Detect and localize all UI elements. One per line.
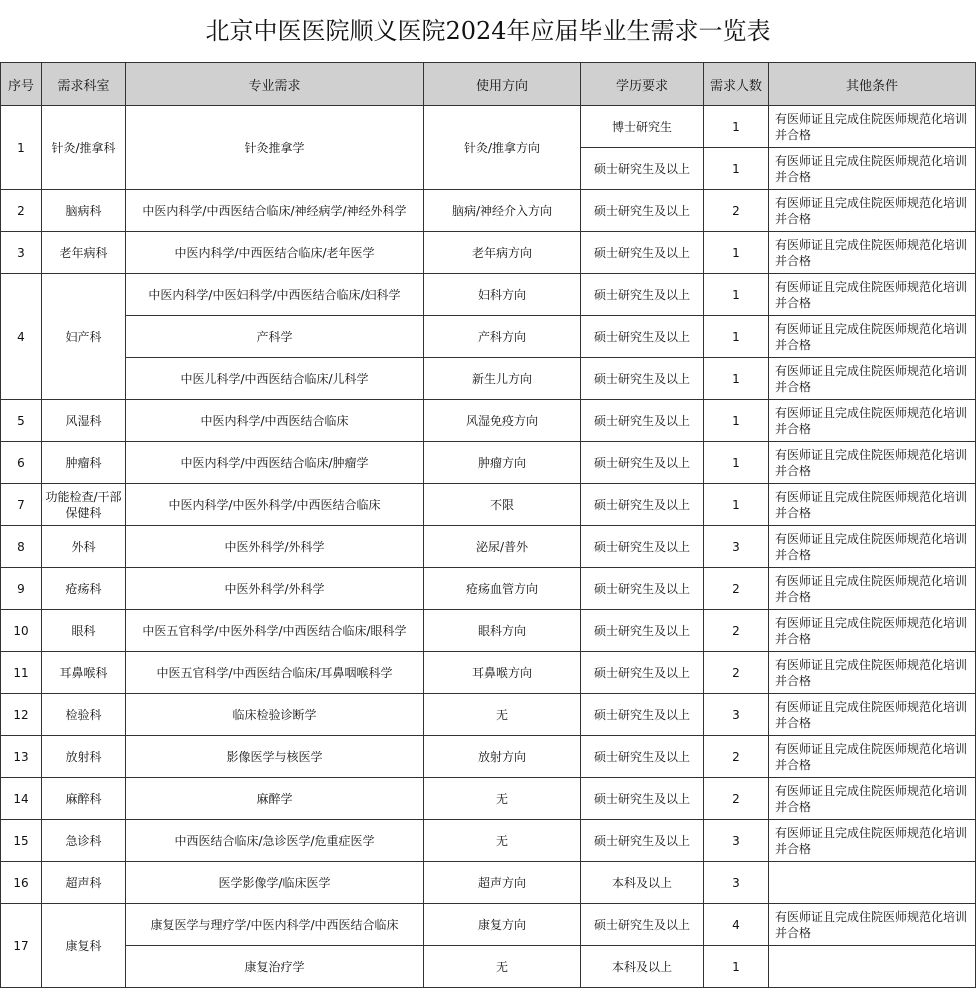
cell-major: 中医外科学/外科学 — [126, 568, 424, 610]
cell-index: 7 — [1, 484, 42, 526]
table-row — [1, 484, 976, 526]
table-row — [1, 316, 976, 358]
cell-education: 硕士研究生及以上 — [581, 568, 704, 610]
header-index: 序号 — [1, 63, 42, 106]
cell-headcount: 2 — [704, 190, 769, 232]
cell-direction: 新生儿方向 — [424, 358, 581, 400]
table-row — [1, 106, 976, 148]
cell-other: 有医师证且完成住院医师规范化培训并合格 — [769, 148, 976, 190]
header-department: 需求科室 — [42, 63, 126, 106]
cell-department: 风湿科 — [42, 400, 126, 442]
cell-direction: 泌尿/普外 — [424, 526, 581, 568]
cell-department: 功能检查/干部保健科 — [42, 484, 126, 526]
cell-education: 硕士研究生及以上 — [581, 694, 704, 736]
cell-headcount: 1 — [704, 358, 769, 400]
cell-direction: 无 — [424, 694, 581, 736]
cell-direction: 风湿免疫方向 — [424, 400, 581, 442]
table-row — [1, 190, 976, 232]
table-row — [1, 820, 976, 862]
cell-direction: 无 — [424, 820, 581, 862]
cell-headcount: 1 — [704, 442, 769, 484]
header-major: 专业需求 — [126, 63, 424, 106]
table-row — [1, 358, 976, 400]
cell-other: 有医师证且完成住院医师规范化培训并合格 — [769, 652, 976, 694]
cell-other: 有医师证且完成住院医师规范化培训并合格 — [769, 400, 976, 442]
cell-education: 硕士研究生及以上 — [581, 190, 704, 232]
cell-education: 本科及以上 — [581, 946, 704, 988]
cell-major: 临床检验诊断学 — [126, 694, 424, 736]
table-row — [1, 274, 976, 316]
cell-index: 13 — [1, 736, 42, 778]
header-other: 其他条件 — [769, 63, 976, 106]
cell-direction: 超声方向 — [424, 862, 581, 904]
cell-education: 硕士研究生及以上 — [581, 400, 704, 442]
cell-index: 17 — [1, 904, 42, 988]
table-row — [1, 652, 976, 694]
cell-direction: 耳鼻喉方向 — [424, 652, 581, 694]
cell-major: 医学影像学/临床医学 — [126, 862, 424, 904]
cell-headcount: 1 — [704, 316, 769, 358]
cell-headcount: 2 — [704, 610, 769, 652]
cell-other: 有医师证且完成住院医师规范化培训并合格 — [769, 190, 976, 232]
cell-headcount: 3 — [704, 694, 769, 736]
cell-other: 有医师证且完成住院医师规范化培训并合格 — [769, 484, 976, 526]
header-headcount: 需求人数 — [704, 63, 769, 106]
table-row — [1, 778, 976, 820]
cell-headcount: 2 — [704, 736, 769, 778]
cell-direction: 妇科方向 — [424, 274, 581, 316]
document-title: 北京中医医院顺义医院2024年应届毕业生需求一览表 — [205, 17, 771, 45]
cell-direction: 疮疡血管方向 — [424, 568, 581, 610]
cell-direction: 眼科方向 — [424, 610, 581, 652]
table-row — [1, 946, 976, 988]
cell-other: 有医师证且完成住院医师规范化培训并合格 — [769, 442, 976, 484]
cell-headcount: 3 — [704, 526, 769, 568]
cell-other: 有医师证且完成住院医师规范化培训并合格 — [769, 736, 976, 778]
cell-department: 肿瘤科 — [42, 442, 126, 484]
cell-index: 2 — [1, 190, 42, 232]
cell-education: 硕士研究生及以上 — [581, 484, 704, 526]
cell-headcount: 3 — [704, 820, 769, 862]
cell-major: 中医内科学/中西医结合临床 — [126, 400, 424, 442]
cell-education: 硕士研究生及以上 — [581, 274, 704, 316]
cell-education: 硕士研究生及以上 — [581, 148, 704, 190]
cell-major: 康复医学与理疗学/中医内科学/中西医结合临床 — [126, 904, 424, 946]
cell-department: 外科 — [42, 526, 126, 568]
cell-headcount: 1 — [704, 946, 769, 988]
header-direction: 使用方向 — [424, 63, 581, 106]
cell-index: 9 — [1, 568, 42, 610]
cell-other — [769, 862, 976, 904]
table-row — [1, 904, 976, 946]
cell-direction: 老年病方向 — [424, 232, 581, 274]
cell-direction: 针灸/推拿方向 — [424, 106, 581, 190]
cell-department: 妇产科 — [42, 274, 126, 400]
table-row — [1, 400, 976, 442]
cell-direction: 无 — [424, 946, 581, 988]
cell-index: 12 — [1, 694, 42, 736]
cell-other: 有医师证且完成住院医师规范化培训并合格 — [769, 820, 976, 862]
table-row — [1, 610, 976, 652]
cell-headcount: 1 — [704, 400, 769, 442]
cell-major: 中医儿科学/中西医结合临床/儿科学 — [126, 358, 424, 400]
cell-headcount: 1 — [704, 484, 769, 526]
cell-education: 硕士研究生及以上 — [581, 736, 704, 778]
cell-education: 硕士研究生及以上 — [581, 652, 704, 694]
cell-headcount: 2 — [704, 778, 769, 820]
cell-education: 硕士研究生及以上 — [581, 778, 704, 820]
cell-direction: 脑病/神经介入方向 — [424, 190, 581, 232]
cell-index: 6 — [1, 442, 42, 484]
cell-index: 8 — [1, 526, 42, 568]
table-row — [1, 862, 976, 904]
cell-education: 硕士研究生及以上 — [581, 358, 704, 400]
cell-other: 有医师证且完成住院医师规范化培训并合格 — [769, 316, 976, 358]
cell-headcount: 4 — [704, 904, 769, 946]
cell-index: 15 — [1, 820, 42, 862]
cell-department: 老年病科 — [42, 232, 126, 274]
cell-headcount: 1 — [704, 274, 769, 316]
cell-other: 有医师证且完成住院医师规范化培训并合格 — [769, 568, 976, 610]
cell-headcount: 1 — [704, 106, 769, 148]
cell-other: 有医师证且完成住院医师规范化培训并合格 — [769, 694, 976, 736]
cell-department: 急诊科 — [42, 820, 126, 862]
cell-major: 针灸推拿学 — [126, 106, 424, 190]
cell-education: 博士研究生 — [581, 106, 704, 148]
cell-direction: 无 — [424, 778, 581, 820]
cell-other: 有医师证且完成住院医师规范化培训并合格 — [769, 358, 976, 400]
table-row — [1, 568, 976, 610]
cell-index: 16 — [1, 862, 42, 904]
cell-major: 中医内科学/中西医结合临床/神经病学/神经外科学 — [126, 190, 424, 232]
cell-headcount: 1 — [704, 232, 769, 274]
cell-education: 硕士研究生及以上 — [581, 316, 704, 358]
table-row — [1, 736, 976, 778]
cell-education: 硕士研究生及以上 — [581, 820, 704, 862]
cell-major: 产科学 — [126, 316, 424, 358]
cell-department: 耳鼻喉科 — [42, 652, 126, 694]
cell-index: 4 — [1, 274, 42, 400]
cell-major: 中西医结合临床/急诊医学/危重症医学 — [126, 820, 424, 862]
cell-index: 5 — [1, 400, 42, 442]
cell-index: 1 — [1, 106, 42, 190]
cell-index: 3 — [1, 232, 42, 274]
cell-education: 硕士研究生及以上 — [581, 442, 704, 484]
table-row — [1, 232, 976, 274]
cell-headcount: 2 — [704, 568, 769, 610]
cell-other: 有医师证且完成住院医师规范化培训并合格 — [769, 526, 976, 568]
cell-major: 中医内科学/中医妇科学/中西医结合临床/妇科学 — [126, 274, 424, 316]
cell-major: 中医内科学/中医外科学/中西医结合临床 — [126, 484, 424, 526]
cell-department: 眼科 — [42, 610, 126, 652]
table-header-row — [1, 63, 976, 106]
cell-department: 放射科 — [42, 736, 126, 778]
header-education: 学历要求 — [581, 63, 704, 106]
table-row — [1, 694, 976, 736]
cell-direction: 不限 — [424, 484, 581, 526]
cell-department: 超声科 — [42, 862, 126, 904]
cell-index: 11 — [1, 652, 42, 694]
requirements-table — [0, 62, 976, 988]
cell-major: 中医内科学/中西医结合临床/肿瘤学 — [126, 442, 424, 484]
cell-major: 麻醉学 — [126, 778, 424, 820]
cell-major: 中医五官科学/中医外科学/中西医结合临床/眼科学 — [126, 610, 424, 652]
cell-education: 硕士研究生及以上 — [581, 610, 704, 652]
cell-major: 康复治疗学 — [126, 946, 424, 988]
cell-other: 有医师证且完成住院医师规范化培训并合格 — [769, 232, 976, 274]
cell-department: 检验科 — [42, 694, 126, 736]
cell-other: 有医师证且完成住院医师规范化培训并合格 — [769, 106, 976, 148]
cell-direction: 康复方向 — [424, 904, 581, 946]
cell-headcount: 1 — [704, 148, 769, 190]
cell-headcount: 2 — [704, 652, 769, 694]
cell-major: 影像医学与核医学 — [126, 736, 424, 778]
cell-direction: 产科方向 — [424, 316, 581, 358]
cell-department: 康复科 — [42, 904, 126, 988]
cell-department: 麻醉科 — [42, 778, 126, 820]
cell-other: 有医师证且完成住院医师规范化培训并合格 — [769, 274, 976, 316]
cell-other — [769, 946, 976, 988]
cell-direction: 放射方向 — [424, 736, 581, 778]
cell-other: 有医师证且完成住院医师规范化培训并合格 — [769, 904, 976, 946]
cell-other: 有医师证且完成住院医师规范化培训并合格 — [769, 778, 976, 820]
cell-major: 中医五官科学/中西医结合临床/耳鼻咽喉科学 — [126, 652, 424, 694]
table-row — [1, 442, 976, 484]
cell-department: 脑病科 — [42, 190, 126, 232]
table-row — [1, 526, 976, 568]
cell-department: 疮疡科 — [42, 568, 126, 610]
cell-index: 14 — [1, 778, 42, 820]
cell-direction: 肿瘤方向 — [424, 442, 581, 484]
cell-department: 针灸/推拿科 — [42, 106, 126, 190]
cell-education: 硕士研究生及以上 — [581, 232, 704, 274]
cell-major: 中医外科学/外科学 — [126, 526, 424, 568]
cell-index: 10 — [1, 610, 42, 652]
cell-major: 中医内科学/中西医结合临床/老年医学 — [126, 232, 424, 274]
cell-education: 硕士研究生及以上 — [581, 904, 704, 946]
cell-headcount: 3 — [704, 862, 769, 904]
cell-education: 硕士研究生及以上 — [581, 526, 704, 568]
cell-other: 有医师证且完成住院医师规范化培训并合格 — [769, 610, 976, 652]
cell-education: 本科及以上 — [581, 862, 704, 904]
